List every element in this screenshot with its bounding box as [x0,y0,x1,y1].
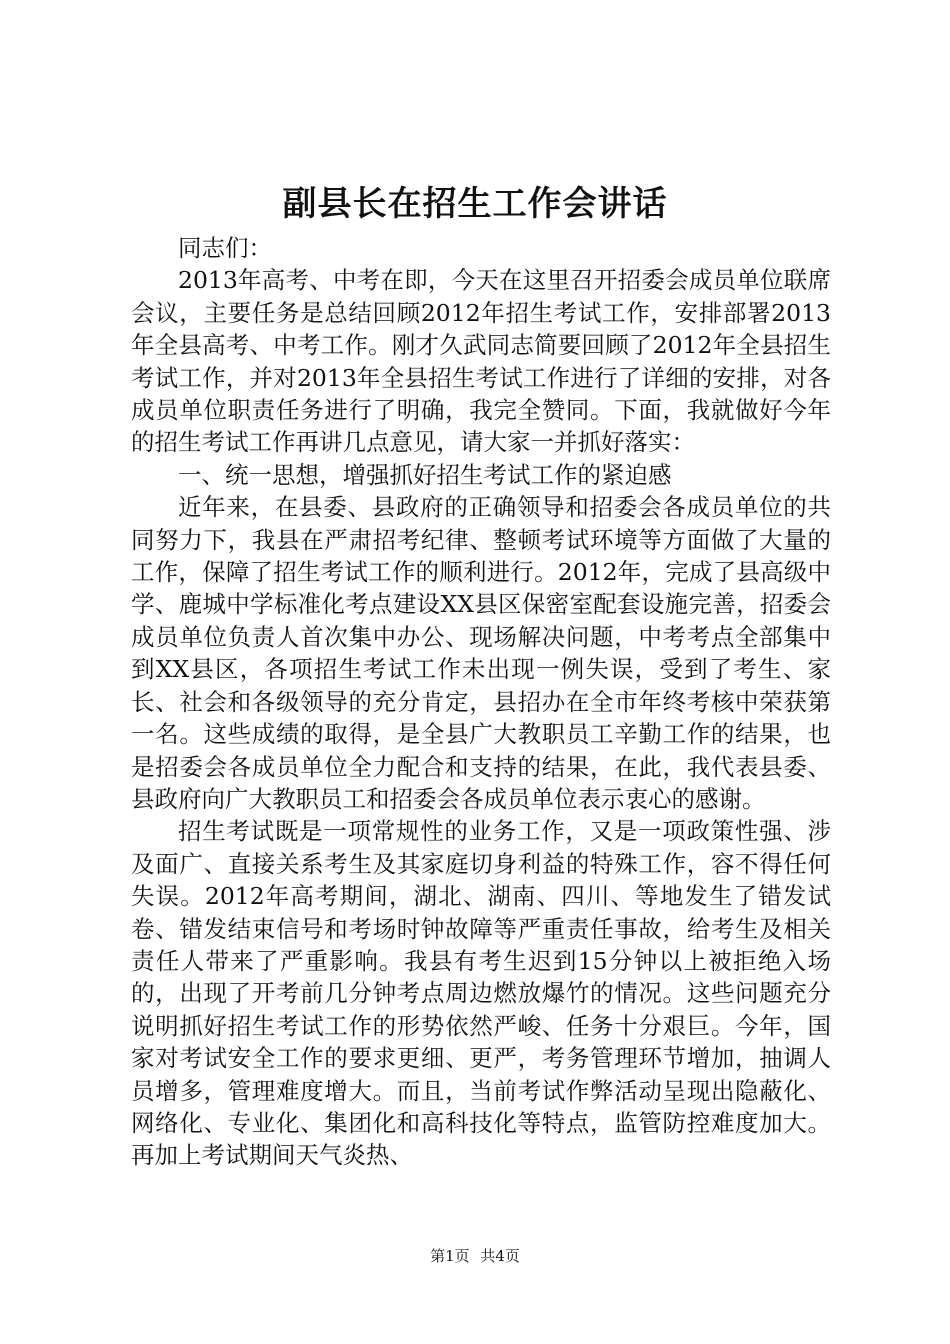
document-body [131,232,831,1172]
page-number: 第1页 [430,1247,470,1265]
achievements-paragraph: 近年来，在县委、县政府的正确领导和招委会各成员单位的共同努力下，我县在严肃招考纪律、整顿考试环境等方面做了大量的工作，保障了招生考试工作的顺利进行。2012年，完成了县高级中学、鹿城中学标准化考点建设XX县区保密室配套设施完善，招委会成员单位负责人首次集中办公、现场解决问题，中考考点全部集中到XX县区，各项招生考试工作未出现一例失误，受到了考生、家长、社会和各级领导的充分肯定，县招办在全市年终考核中荣获第一名。这些成绩的取得，是全县广大教职员工辛勤工作的结果，也是招委会各成员单位全力配合和支持的结果，在此，我代表县委、县政府向广大教职员工和招委会各成员单位表示衷心的感谢。 [131,493,831,813]
page-footer [0,1246,950,1266]
section-heading: 一、统一思想，增强抓好招生考试工作的紧迫感 [178,460,672,489]
page-total: 共4页 [480,1247,520,1265]
salutation-paragraph: 同志们： [178,234,272,262]
challenges-paragraph: 招生考试既是一项常规性的业务工作，又是一项政策性强、涉及面广、直接关系考生及其家庭切身利益的特殊工作，容不得任何失误。2012年高考期间，湖北、湖南、四川、等地发生了错发试卷、错发结束信号和考场时钟故障等严重责任事故，给考生及相关责任人带来了严重影响。我县有考生迟到15分钟以上被拒绝入场的，出现了开考前几分钟考点周边燃放爆竹的情况。这些问题充分说明抓好招生考试工作的形势依然严峻、任务十分艰巨。今年，国家对考试安全工作的要求更细、更严，考务管理环节增加，抽调人员增多，管理难度增大。而且，当前考试作弊活动呈现出隐蔽化、网络化、专业化、集团化和高科技化等特点，监管防控难度加大。再加上考试期间天气炎热、 [131,817,831,1170]
intro-paragraph: 2013年高考、中考在即，今天在这里召开招委会成员单位联席会议，主要任务是总结回顾2012年招生考试工作，安排部署2013年全县高考、中考工作。刚才久武同志简要回顾了2012年全县招生考试工作，并对2013年全县招生考试工作进行了详细的安排，对各成员单位职责任务进行了明确，我完全赞同。下面，我就做好今年的招生考试工作再讲几点意见，请大家一并抓好落实： [131,266,831,457]
document-title: 副县长在招生工作会讲话 [282,184,668,224]
